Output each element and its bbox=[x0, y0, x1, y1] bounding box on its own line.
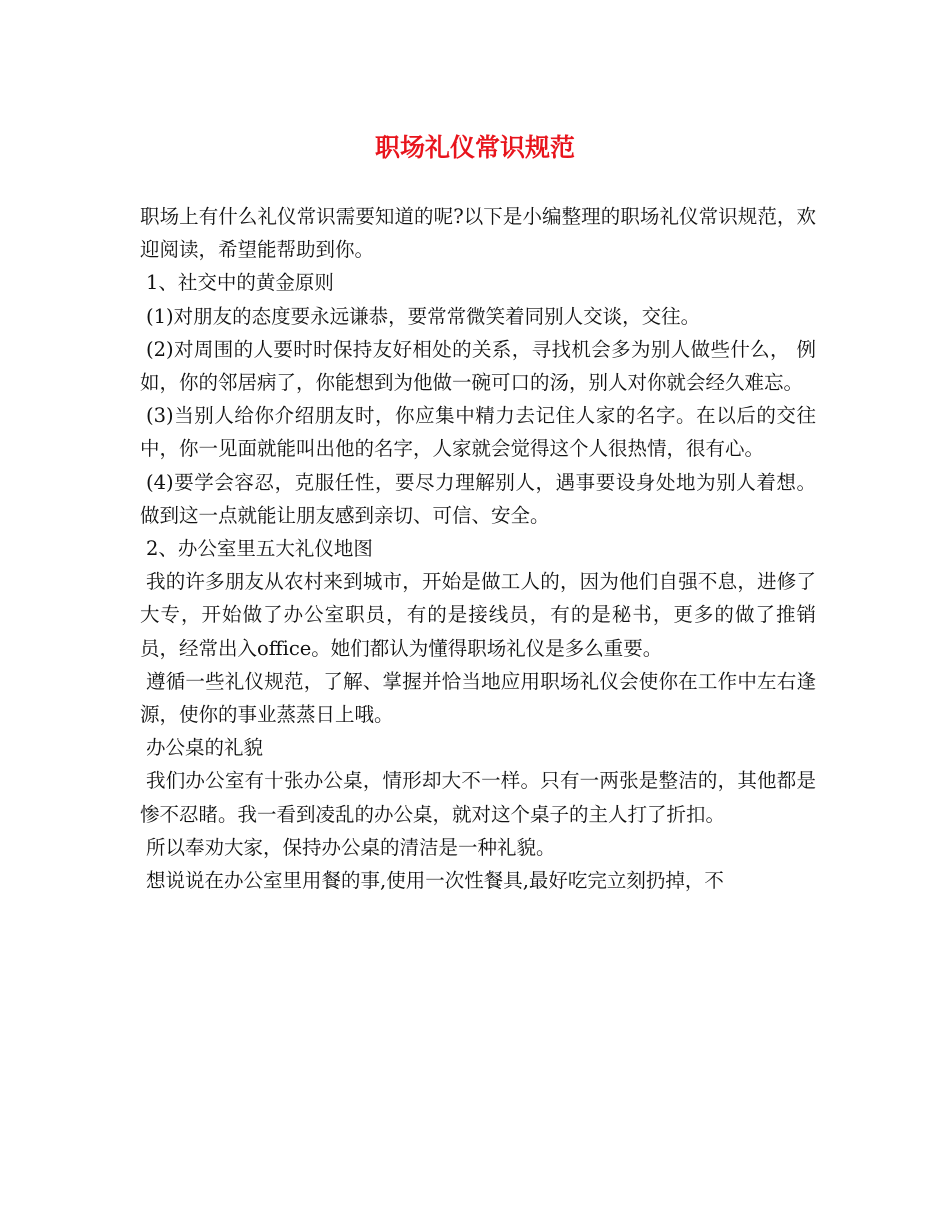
body-paragraph: 我的许多朋友从农村来到城市，开始是做工人的，因为他们自强不息，进修了大专，开始做了办公室职员，有的是接线员，有的是秘书，更多的做了推销员，经常出入office。她们都认为懂得职场礼仪是多么重要。 bbox=[140, 570, 816, 660]
document-title: 职场礼仪常识规范 bbox=[374, 133, 575, 162]
list-item-3: (3)当别人给你介绍朋友时，你应集中精力去记住人家的名字。在以后的交往中，你一见面就能叫出他的名字，人家就会觉得这个人很热情，很有心。 bbox=[140, 404, 816, 461]
body-paragraph: 想说说在办公室里用餐的事,使用一次性餐具,最好吃完立刻扔掉，不 bbox=[146, 869, 724, 893]
document-body bbox=[140, 200, 816, 897]
list-item-1: (1)对朋友的态度要永远谦恭，要常常微笑着同别人交谈，交往。 bbox=[146, 304, 701, 328]
list-item-2: (2)对周围的人要时时保持友好相处的关系，寻找机会多为别人做些什么， 例如，你的邻居病了，你能想到为他做一碗可口的汤，别人对你就会经久难忘。 bbox=[140, 337, 816, 395]
body-paragraph: 我们办公室有十张办公桌，情形却大不一样。只有一两张是整洁的，其他都是惨不忍睹。我一看到凌乱的办公桌，就对这个桌子的主人打了折扣。 bbox=[140, 769, 816, 826]
body-paragraph: 遵循一些礼仪规范，了解、掌握并恰当地应用职场礼仪会使你在工作中左右逢源，使你的事业蒸蒸日上哦。 bbox=[140, 669, 816, 727]
subheading-desk-etiquette: 办公桌的礼貌 bbox=[146, 736, 264, 760]
section-heading-2: 2、办公室里五大礼仪地图 bbox=[146, 537, 373, 561]
list-item-4: (4)要学会容忍，克服任性，要尽力理解别人，遇事要设身处地为别人着想。做到这一点就能让朋友感到亲切、可信、安全。 bbox=[140, 470, 816, 527]
section-heading-1: 1、社交中的黄金原则 bbox=[146, 271, 334, 295]
intro-paragraph: 职场上有什么礼仪常识需要知道的呢?以下是小编整理的职场礼仪常识规范，欢迎阅读，希望能帮助到你。 bbox=[140, 205, 816, 262]
body-paragraph: 所以奉劝大家，保持办公桌的清洁是一种礼貌。 bbox=[146, 835, 556, 859]
